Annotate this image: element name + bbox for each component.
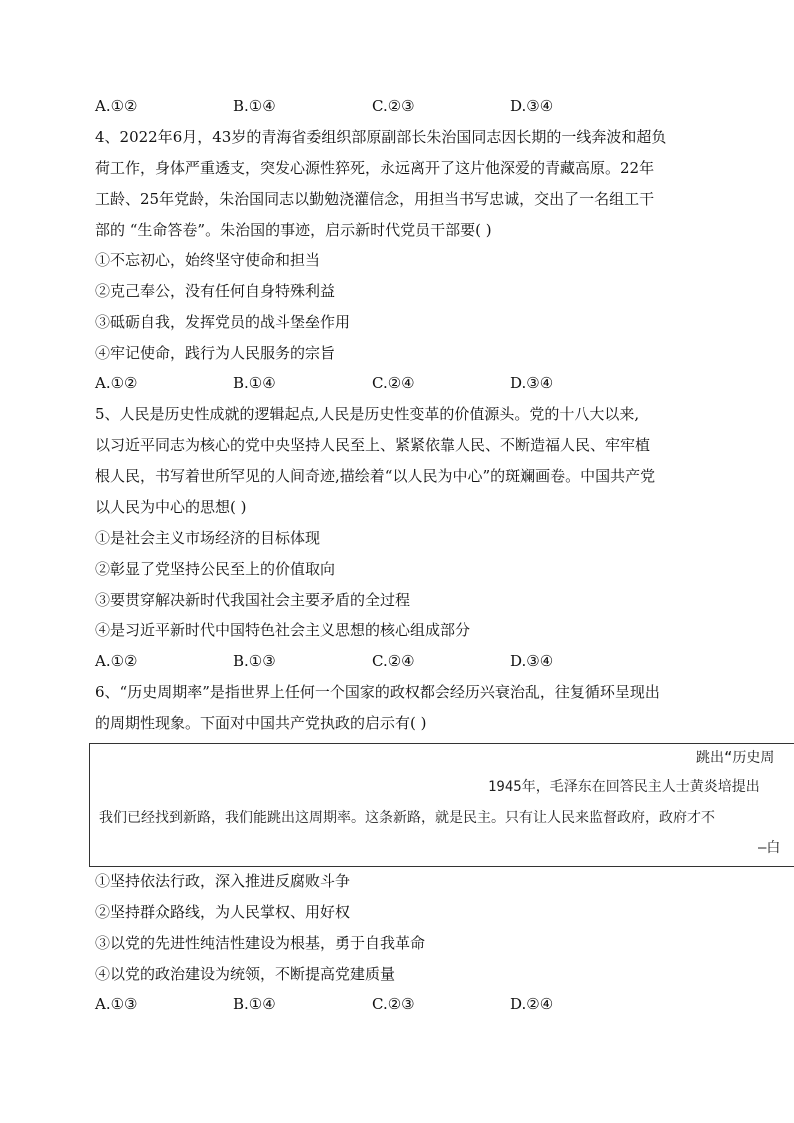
q5-statement-3: ③要贯穿解决新时代我国社会主要矛盾的全过程 [95, 591, 411, 609]
q5-options [95, 651, 695, 671]
q4-stem-line-2: 荷工作，身体严重透支，突发心源性猝死，永远离开了这片他深爱的青藏高原。22年 [95, 159, 655, 177]
q6-statement-1: ①坚持依法行政，深入推进反腐败斗争 [95, 872, 351, 890]
q3-option-d: D.③④ [510, 97, 554, 115]
q4-option-d: D.③④ [510, 374, 554, 392]
q5-stem-line-4: 以人民为中心的思想( ) [95, 498, 247, 516]
q4-statement-1: ①不忘初心，始终坚守使命和担当 [95, 251, 321, 269]
q6-statement-4: ④以党的政治建设为统领，不断提高党建质量 [95, 965, 396, 983]
q5-option-b: B.①③ [233, 652, 276, 670]
q6-quote-intro: 1945年，毛泽东在回答民主人士黄炎培提出 [488, 779, 760, 795]
q5-option-a: A.①② [95, 652, 138, 670]
q6-option-a: A.①③ [95, 995, 138, 1013]
q4-stem-line-1: 4、2022年6月，43岁的青海省委组织部原副部长朱治国同志因长期的一线奔波和超负 [95, 128, 667, 146]
q4-option-c: C.②④ [372, 374, 415, 392]
q5-option-c: C.②④ [372, 652, 415, 670]
q6-statement-2: ②坚持群众路线，为人民掌权、用好权 [95, 903, 351, 921]
q6-options [95, 994, 695, 1014]
q4-statement-2: ②克己奉公，没有任何自身特殊利益 [95, 282, 336, 300]
q4-option-a: A.①② [95, 374, 138, 392]
q4-options [95, 373, 695, 393]
q6-quote-body: 我们已经找到新路，我们能跳出这周期率。这条新路，就是民主。只有让人民来监督政府，政府才不 [99, 810, 715, 826]
q3-option-a: A.①② [95, 97, 138, 115]
q5-option-d: D.③④ [510, 652, 554, 670]
q3-option-c: C.②③ [372, 97, 415, 115]
q5-statement-2: ②彰显了党坚持公民至上的价值取向 [95, 560, 336, 578]
q5-stem-line-1: 5、人民是历史性成就的逻辑起点,人民是历史性变革的价值源头。党的十八大以来, [95, 405, 640, 423]
q4-stem-line-3: 工龄、25年党龄，朱治国同志以勤勉浇灌信念，用担当书写忠诚，交出了一名组工干 [95, 190, 655, 208]
q5-stem-line-2: 以习近平同志为核心的党中央坚持人民至上、紧紧依靠人民、不断造福人民、牢牢植 [95, 436, 651, 454]
q6-option-b: B.①④ [233, 995, 276, 1013]
q5-statement-4: ④是习近平新时代中国特色社会主义思想的核心组成部分 [95, 621, 471, 639]
q4-statement-3: ③砥砺自我，发挥党员的战斗堡垒作用 [95, 313, 351, 331]
q4-option-b: B.①④ [233, 374, 276, 392]
q3-options [95, 96, 695, 116]
q6-stem-line-1: 6、“历史周期率”是指世界上任何一个国家的政权都会经历兴衰治乱，往复循环呈现出 [95, 683, 660, 701]
q6-statement-3: ③以党的先进性纯洁性建设为根基，勇于自我革命 [95, 934, 426, 952]
q6-quote-title: 跳出“历史周 [696, 750, 775, 766]
q5-statement-1: ①是社会主义市场经济的目标体现 [95, 529, 321, 547]
q4-stem-line-4: 部的 “生命答卷”。朱治国的事迹，启示新时代党员干部要( ) [95, 221, 492, 239]
q6-quote-box [89, 743, 794, 867]
q6-option-d: D.②④ [510, 995, 554, 1013]
q3-option-b: B.①④ [233, 97, 276, 115]
q4-statement-4: ④牢记使命，践行为人民服务的宗旨 [95, 344, 336, 362]
q5-stem-line-3: 根人民，书写着世所罕见的人间奇迹,描绘着“以人民为中心”的斑斓画卷。中国共产党 [95, 467, 656, 485]
q6-stem-line-2: 的周期性现象。下面对中国共产党执政的启示有( ) [95, 714, 427, 732]
q6-quote-signature: —白 [758, 840, 781, 856]
q6-option-c: C.②③ [372, 995, 415, 1013]
